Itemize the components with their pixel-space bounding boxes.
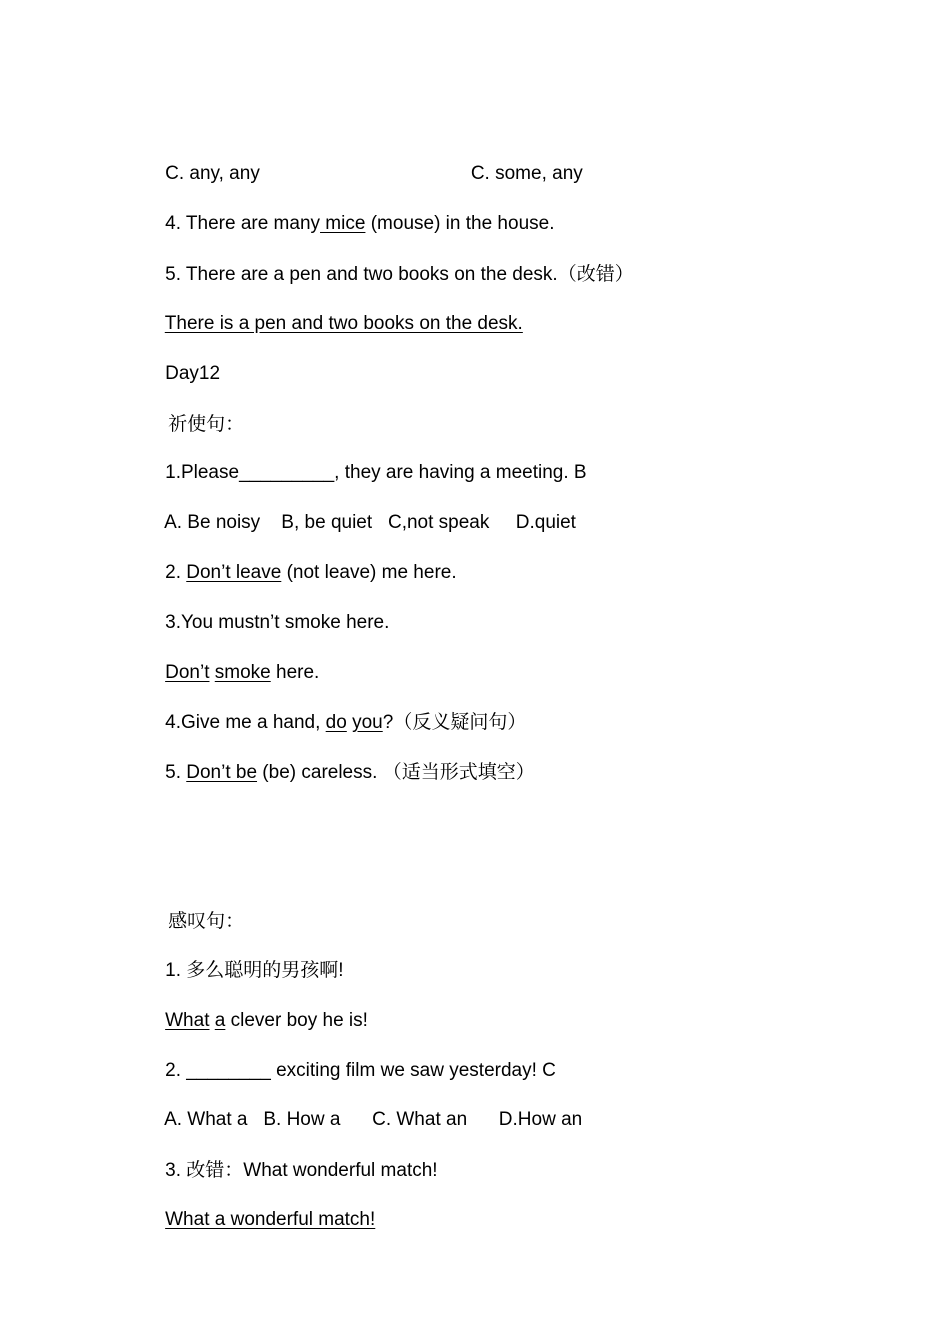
question-5-correction: 5. There are a pen and two books on the desk.（改错） [165, 263, 634, 285]
exclamatory-question-3: 3. 改错：What wonderful match! [165, 1159, 438, 1181]
corrected-sentence: What a wonderful match! [165, 1209, 376, 1230]
imperative-options-1: A. Be noisy B, be quiet C,not speak D.quiet [164, 512, 576, 533]
exclamatory-options-2: A. What a B. How a C. What an D.How an [164, 1109, 583, 1130]
answer-blank: smoke [214, 662, 271, 683]
answer-blank: do [325, 712, 347, 733]
answer-blank: What [165, 1010, 210, 1031]
exclamatory-question-1: 1. 多么聪明的男孩啊! [165, 959, 344, 981]
imperative-question-4: 4.Give me a hand, do you?（反义疑问句） [165, 711, 527, 733]
section-heading-imperative: 祈使句： [168, 413, 245, 435]
imperative-answer-3: Don’t smoke here. [165, 662, 320, 683]
exclamatory-question-2: 2. ________ exciting film we saw yesterday! C [165, 1060, 556, 1081]
answer-blank: mice [320, 213, 366, 234]
answer-blank: Don’t leave [186, 562, 282, 583]
section-heading-exclamatory: 感叹句： [168, 910, 245, 932]
answer-blank: you [352, 712, 383, 733]
corrected-sentence: There is a pen and two books on the desk. [164, 313, 523, 334]
answer-blank: a [214, 1010, 226, 1031]
exclamatory-answer-3 [144, 1184, 375, 1256]
exclamatory-answer-1: What a clever boy he is! [165, 1010, 368, 1031]
imperative-question-2: 2. Don’t leave (not leave) me here. [165, 562, 457, 583]
imperative-question-3: 3.You mustn’t smoke here. [165, 612, 390, 633]
imperative-question-5: 5. Don’t be (be) careless. （适当形式填空） [165, 761, 535, 783]
option-c-any-any: C. any, any [165, 163, 260, 184]
answer-blank: Don’t [165, 662, 210, 683]
day-heading: Day12 [165, 363, 221, 384]
question-4-mice: 4. There are many mice (mouse) in the house. [165, 213, 555, 234]
option-c-some-any: C. some, any [470, 163, 583, 184]
answer-blank: Don’t be [186, 762, 258, 783]
imperative-question-1: 1.Please_________, they are having a meeting. B [165, 462, 587, 483]
